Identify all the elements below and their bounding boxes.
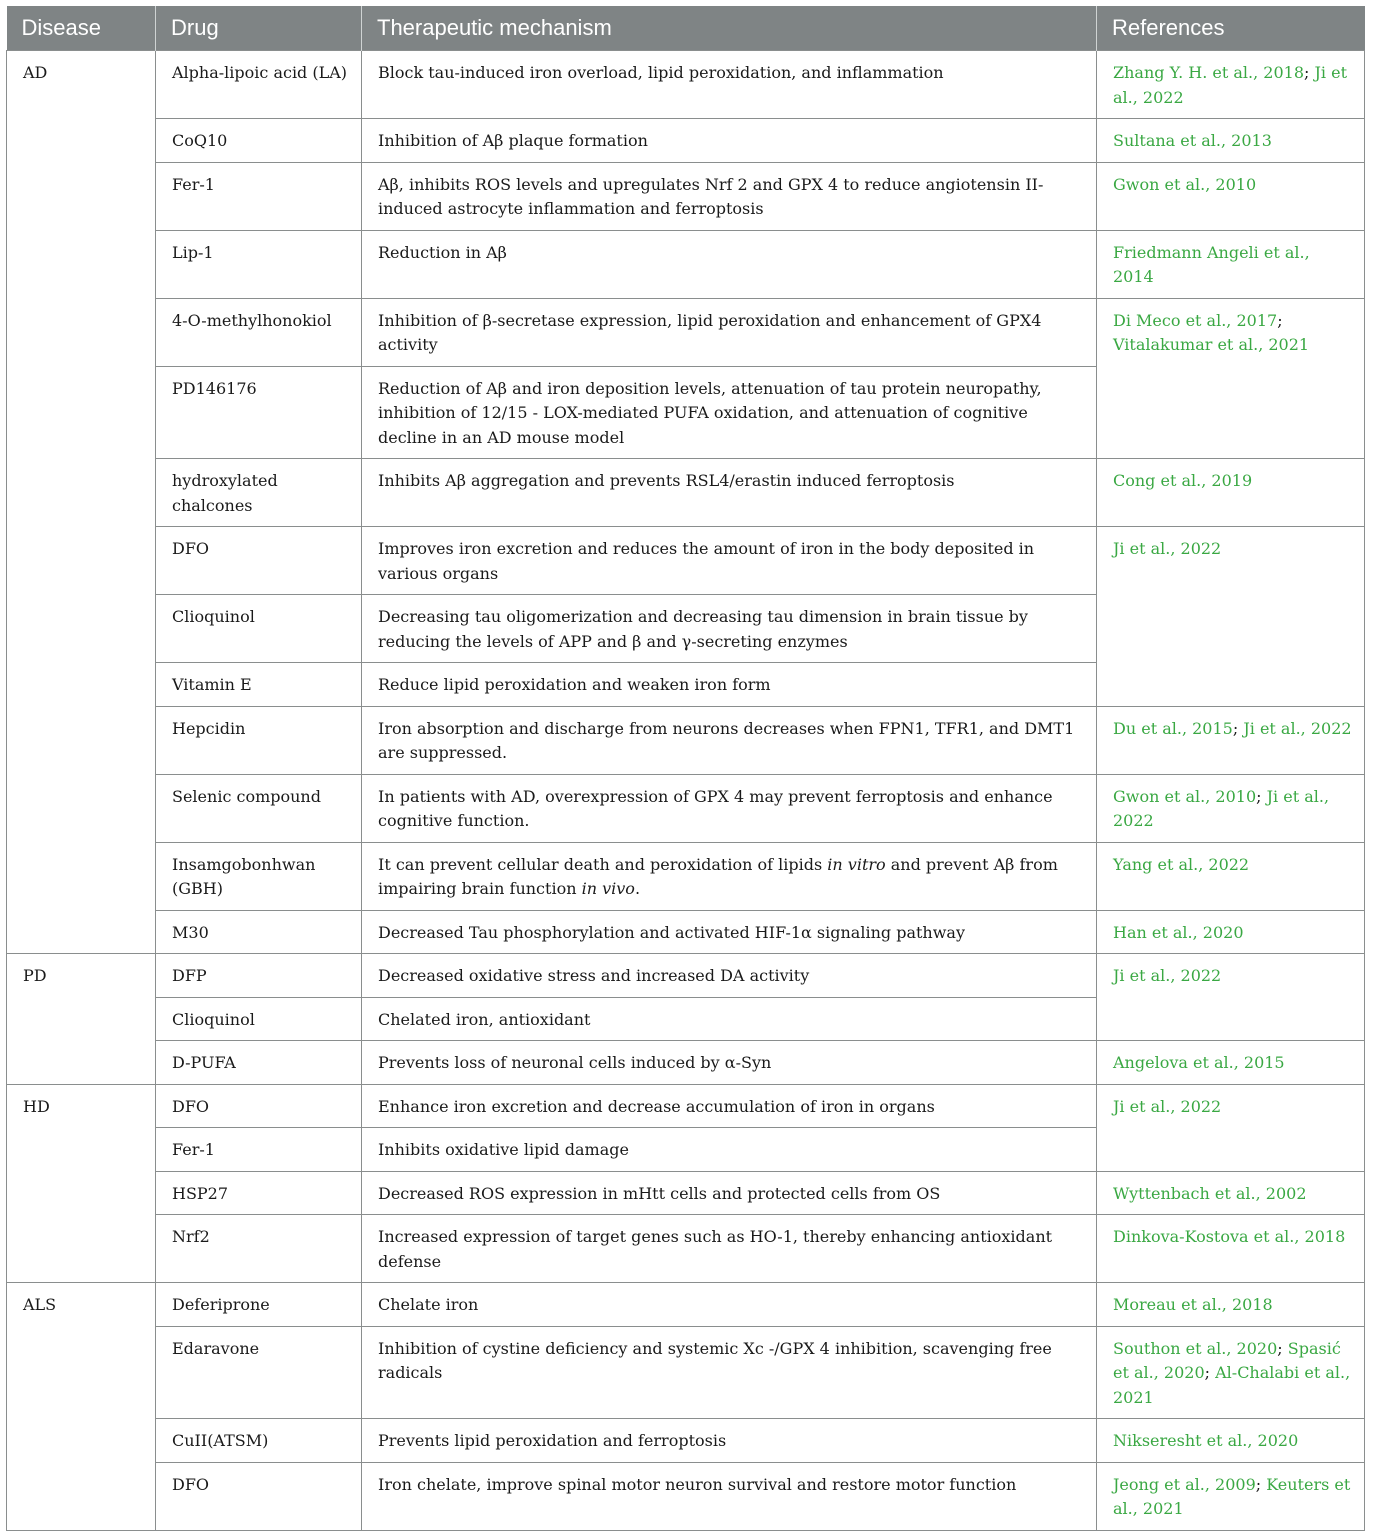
table-row — [7, 1419, 1365, 1463]
drug-cell: HSP27 — [156, 1171, 362, 1215]
drug-cell: Fer-1 — [156, 162, 362, 230]
drug-cell: Alpha-lipoic acid (LA) — [156, 51, 362, 119]
mechanism-cell — [362, 842, 1097, 910]
reference-link[interactable]: Zhang Y. H. et al., 2018 — [1113, 63, 1305, 82]
references-cell — [1097, 459, 1365, 527]
reference-link[interactable]: Ji et al., 2022 — [1243, 718, 1352, 738]
reference-link[interactable]: Han et al., 2020 — [1113, 922, 1244, 942]
disease-cell: ALS — [7, 1283, 156, 1531]
reference-link[interactable]: Ji et al., 2022 — [1113, 539, 1222, 558]
table-row — [7, 1462, 1365, 1530]
drug-cell: Edaravone — [156, 1326, 362, 1419]
mechanism-cell: Reduce lipid peroxidation and weaken iron form — [362, 663, 1097, 707]
reference-link[interactable]: Ji et al., 2022 — [1113, 1096, 1222, 1116]
drug-cell: 4-O-methylhonokiol — [156, 298, 362, 366]
drug-cell: Deferiprone — [156, 1283, 362, 1327]
references-cell — [1097, 1084, 1365, 1171]
references-cell: Southon et al., 2020; Spasić et al., 2020; Al-Chalabi et al., 2021 — [1097, 1326, 1365, 1419]
drug-cell: DFP — [156, 954, 362, 998]
drug-cell: DFO — [156, 1084, 362, 1128]
mechanism-cell: Prevents loss of neuronal cells induced by α-Syn — [362, 1041, 1097, 1085]
references-cell: Gwon et al., 2010; Ji et al., 2022 — [1097, 774, 1365, 842]
reference-link[interactable]: Wyttenbach et al., 2002 — [1113, 1183, 1307, 1203]
references-cell — [1097, 910, 1365, 954]
drug-cell: D-PUFA — [156, 1041, 362, 1085]
references-cell — [1097, 1171, 1365, 1215]
references-cell — [1097, 1283, 1365, 1327]
mechanism-cell: Prevents lipid peroxidation and ferroptosis — [362, 1419, 1097, 1463]
disease-cell: PD — [7, 954, 156, 1085]
table-row — [7, 51, 1365, 119]
mechanism-cell: Iron chelate, improve spinal motor neuron survival and restore motor function — [362, 1462, 1097, 1530]
reference-link[interactable]: Friedmann Angeli et al., 2014 — [1113, 242, 1310, 286]
therapy-table — [6, 6, 1365, 1531]
header-disease: Disease — [7, 6, 156, 51]
mechanism-cell: Chelate iron — [362, 1283, 1097, 1327]
mechanism-text: . — [634, 879, 641, 898]
reference-link[interactable]: Yang et al., 2022 — [1113, 854, 1250, 874]
table-row — [7, 298, 1365, 366]
reference-link[interactable]: Keuters et al., 2021 — [1113, 1474, 1351, 1518]
reference-link[interactable]: Ji et al., 2022 — [1113, 966, 1222, 985]
header-references: References — [1097, 6, 1365, 51]
mechanism-text: and prevent Aβ from impairing brain function — [378, 854, 1058, 898]
reference-link[interactable]: Jeong et al., 2009 — [1113, 1474, 1256, 1494]
reference-link[interactable]: Gwon et al., 2010 — [1113, 174, 1257, 194]
reference-link[interactable]: Du et al., 2015 — [1113, 718, 1233, 738]
table-row — [7, 230, 1365, 298]
mechanism-cell: Aβ, inhibits ROS levels and upregulates Nrf 2 and GPX 4 to reduce angiotensin II-induced astrocyte inflammation and ferroptosis — [362, 162, 1097, 230]
mechanism-cell: In patients with AD, overexpression of GPX 4 may prevent ferroptosis and enhance cognitive function. — [362, 774, 1097, 842]
mechanism-cell: Inhibition of cystine deficiency and systemic Xc -/GPX 4 inhibition, scavenging free radicals — [362, 1326, 1097, 1419]
mechanism-text: It can prevent cellular death and peroxidation of lipids — [378, 854, 828, 874]
mechanism-cell: Decreasing tau oligomerization and decreasing tau dimension in brain tissue by reducing the levels of APP and β and γ-secreting enzymes — [362, 595, 1097, 663]
references-cell — [1097, 954, 1365, 1041]
reference-link[interactable]: Angelova et al., 2015 — [1113, 1053, 1285, 1072]
table-row — [7, 1171, 1365, 1215]
table-row — [7, 1084, 1365, 1128]
table-row — [7, 774, 1365, 842]
table-row — [7, 1283, 1365, 1327]
drug-cell: PD146176 — [156, 366, 362, 459]
references-cell: Di Meco et al., 2017; Vitalakumar et al., 2021 — [1097, 298, 1365, 459]
drug-cell: Vitamin E — [156, 663, 362, 707]
reference-link[interactable]: Cong et al., 2019 — [1113, 471, 1253, 490]
table-row — [7, 910, 1365, 954]
mechanism-cell: Decreased oxidative stress and increased DA activity — [362, 954, 1097, 998]
drug-cell: Fer-1 — [156, 1128, 362, 1172]
references-cell — [1097, 842, 1365, 910]
mechanism-cell: Inhibition of Aβ plaque formation — [362, 119, 1097, 163]
drug-cell: Lip-1 — [156, 230, 362, 298]
drug-cell: Nrf2 — [156, 1215, 362, 1283]
table-row — [7, 1215, 1365, 1283]
reference-link[interactable]: Moreau et al., 2018 — [1113, 1295, 1273, 1314]
reference-link[interactable]: Spasić et al., 2020 — [1113, 1338, 1341, 1382]
references-cell — [1097, 119, 1365, 163]
references-cell: Du et al., 2015; Ji et al., 2022 — [1097, 706, 1365, 774]
references-cell — [1097, 162, 1365, 230]
table-row — [7, 706, 1365, 774]
references-cell — [1097, 527, 1365, 707]
mechanism-cell: Inhibits Aβ aggregation and prevents RSL4/erastin induced ferroptosis — [362, 459, 1097, 527]
drug-cell: Clioquinol — [156, 997, 362, 1041]
mechanism-cell: Inhibition of β-secretase expression, lipid peroxidation and enhancement of GPX4 activity — [362, 298, 1097, 366]
reference-link[interactable]: Al-Chalabi et al., 2021 — [1113, 1363, 1351, 1407]
drug-cell: hydroxylated chalcones — [156, 459, 362, 527]
mechanism-cell: Decreased ROS expression in mHtt cells and protected cells from OS — [362, 1171, 1097, 1215]
mechanism-italic: in vitro — [827, 854, 886, 874]
reference-link[interactable]: Gwon et al., 2010 — [1113, 786, 1257, 806]
drug-cell: M30 — [156, 910, 362, 954]
reference-link[interactable]: Ji et al., 2022 — [1113, 63, 1348, 107]
drug-cell: Insamgobonhwan (GBH) — [156, 842, 362, 910]
drug-cell: Selenic compound — [156, 774, 362, 842]
drug-cell: DFO — [156, 1462, 362, 1530]
disease-cell: HD — [7, 1084, 156, 1283]
drug-cell: CuII(ATSM) — [156, 1419, 362, 1463]
reference-link[interactable]: Dinkova-Kostova et al., 2018 — [1113, 1227, 1346, 1246]
mechanism-italic: in vivo — [581, 879, 635, 898]
table-row — [7, 954, 1365, 998]
mechanism-cell: Block tau-induced iron overload, lipid peroxidation, and inflammation — [362, 51, 1097, 119]
mechanism-cell: Increased expression of target genes such as HO-1, thereby enhancing antioxidant defense — [362, 1215, 1097, 1283]
references-cell — [1097, 1215, 1365, 1283]
references-cell — [1097, 1041, 1365, 1085]
mechanism-cell: Reduction of Aβ and iron deposition levels, attenuation of tau protein neuropathy, inhibition of 12/15 - LOX-mediated PUFA oxidation, and attenuation of cognitive decline in an AD mouse model — [362, 366, 1097, 459]
table-row — [7, 842, 1365, 910]
references-cell — [1097, 230, 1365, 298]
references-cell: Zhang Y. H. et al., 2018; Ji et al., 2022 — [1097, 51, 1365, 119]
mechanism-cell: Chelated iron, antioxidant — [362, 997, 1097, 1041]
mechanism-cell: Enhance iron excretion and decrease accumulation of iron in organs — [362, 1084, 1097, 1128]
drug-cell: Hepcidin — [156, 706, 362, 774]
header-drug: Drug — [156, 6, 362, 51]
references-cell: Jeong et al., 2009; Keuters et al., 2021 — [1097, 1462, 1365, 1530]
header-mechanism: Therapeutic mechanism — [362, 6, 1097, 51]
mechanism-cell: Decreased Tau phosphorylation and activated HIF-1α signaling pathway — [362, 910, 1097, 954]
reference-link[interactable]: Sultana et al., 2013 — [1113, 131, 1272, 150]
table-row — [7, 459, 1365, 527]
disease-cell: AD — [7, 51, 156, 954]
mechanism-cell: Improves iron excretion and reduces the amount of iron in the body deposited in various organs — [362, 527, 1097, 595]
reference-link[interactable]: Southon et al., 2020 — [1113, 1338, 1278, 1358]
reference-link[interactable]: Ji et al., 2022 — [1113, 786, 1330, 830]
drug-cell: CoQ10 — [156, 119, 362, 163]
header-row — [7, 6, 1365, 51]
table-row — [7, 1041, 1365, 1085]
table-row — [7, 162, 1365, 230]
table-row — [7, 527, 1365, 595]
drug-cell: Clioquinol — [156, 595, 362, 663]
reference-link[interactable]: Nikseresht et al., 2020 — [1113, 1431, 1299, 1450]
references-cell — [1097, 1419, 1365, 1463]
reference-link[interactable]: Di Meco et al., 2017 — [1113, 310, 1278, 330]
drug-cell: DFO — [156, 527, 362, 595]
mechanism-cell: Iron absorption and discharge from neurons decreases when FPN1, TFR1, and DMT1 are suppressed. — [362, 706, 1097, 774]
mechanism-cell: Reduction in Aβ — [362, 230, 1097, 298]
mechanism-cell: Inhibits oxidative lipid damage — [362, 1128, 1097, 1172]
table-row — [7, 119, 1365, 163]
reference-link[interactable]: Vitalakumar et al., 2021 — [1113, 335, 1310, 354]
table-row — [7, 1326, 1365, 1419]
